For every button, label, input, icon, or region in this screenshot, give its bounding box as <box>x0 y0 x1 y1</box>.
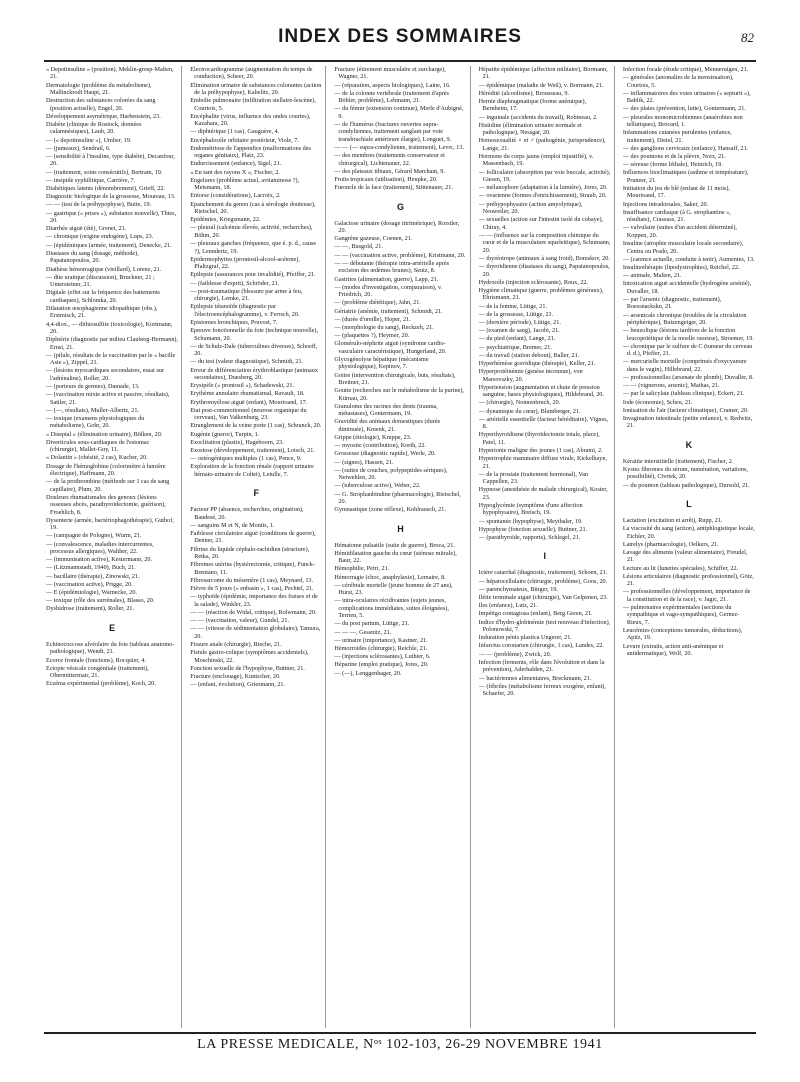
index-entry: Hyperprotéinémie (genèse inconnue), von Marsovszky, 20. <box>478 368 583 383</box>
section-letter: H <box>397 523 404 534</box>
index-entry: Etat post-commotionnel (neurose organique du cerveau), Van Valkenburg, 23. <box>190 406 307 422</box>
index-entry: Diverticules sous-cardiaques de l'estomac (chirurgie), Mallet-Guy, 11. <box>46 438 150 454</box>
index-entry: Hypertension (augmentation et chute de pression sanguine, bases physiologiques), Hildebrand, 20. <box>478 383 604 399</box>
index-entry: Ectopie vésicale congénitale (traitement), Obermittermair, 21. <box>46 664 149 680</box>
index-entry: — de la prostate (traitement hormonal), Van Cappellen, 23. <box>478 470 588 486</box>
index-entry: Hémorroïdes (chirurgie), Reichle, 21. <box>334 645 428 653</box>
index-entry: — de Schulz-Dale (tuberculines diverses), Schoeff, 20. <box>190 342 318 358</box>
index-entry: — — (vignerons, arsenic), Mathas, 21. <box>622 382 720 390</box>
index-entry: Faiblesse circulatoire aiguë (conditions de guerre), Denner, 21. <box>190 530 316 545</box>
index-entry: Infarctus coronarien (chirurgie, 1 cas), Landes, 22. <box>478 642 604 650</box>
index-entry: « En tant des rayons X », Fischer, 2. <box>190 168 280 176</box>
index-entry: — myosite (contribution), Korth, 22. <box>334 442 427 450</box>
index-entry: — (problème diététique), Jahn, 21. <box>334 299 421 307</box>
index-entry: Endométriose de l'appendice (malformations des organes génitaux), Platz, 23. <box>190 144 311 160</box>
index-entry: — par le salicylate (tableau clinique), Eckert, 21. <box>622 390 745 398</box>
index-entry: Epreuve fonctionnelle du foie (technique nouvelle), Schumann, 20. <box>190 327 319 342</box>
index-entry: Erreur de différenciation érythroblastique (animaux secondaires), Duesberg, 20. <box>190 366 318 381</box>
index-entry: Insuffisance cardiaque (à G. strophantine », résultats), Crassuss, 21. <box>622 208 731 224</box>
index-entry: — psychiatrique, Bremer, 21. <box>478 343 552 351</box>
index-entry: — cérébrale mortelle (jeune homme de 27 ans), Hurst, 23. <box>334 581 453 597</box>
index-entry: — du fémur (extension continue), Merle d'Aubigné, 9. <box>334 105 464 120</box>
index-entry: Hyperhémèse gravidique (thérapie), Keller, 21. <box>478 359 596 367</box>
index-entry: Erysipèle (« prontosil »), Schadewski, 21. <box>190 382 294 390</box>
index-entry: Lactation (excitation et arrêt), Rupp, 21. <box>622 517 723 525</box>
index-entry: — professionnelles (développement, importance de la constitution et de la race), v. Jagic, 21. <box>622 588 751 603</box>
index-entry: — —, Busgold, 21. <box>334 243 383 251</box>
index-entry: Echinococcose alvéolaire du foie (tableau anatomo-pathologique), Wendt, 21. <box>46 640 175 656</box>
page-number: 82 <box>741 30 754 45</box>
index-entry: Epanchement du genou (cas à sérologie douteuse), Rietschel, 20. <box>190 200 316 216</box>
index-entry: Hygiène climatique (guerre, problèmes généraux), Ehrismann, 21. <box>478 286 604 302</box>
index-entry: — (traitement, soins consécutifs), Bertram, 19. <box>46 168 163 176</box>
index-entry: Hémorragie (choc, anaphylaxie), Lemaire, 8. <box>334 573 446 581</box>
index-entry: — gastrique (« prises »), substance nouvelle), Thies, 20. <box>46 209 177 225</box>
index-entry: — (réparation, aspects biologiques), Laine, 16. <box>334 81 451 89</box>
index-entry: — chronique (origine endogène), Lups, 23. <box>46 233 154 241</box>
index-entry: — préhypophysaire (action amyolytique), Neuweiler, 20. <box>478 200 583 216</box>
index-entry: — — (vaccination active, problème), Kristmann, 20. <box>334 251 466 259</box>
index-entry: Hémidilatation gauche du cœur (sténose mitrale), Baur, 22. <box>334 549 457 565</box>
index-entry: — (épidémiques (armée, traitement), Denecke, 21. <box>46 241 172 249</box>
index-entry: Galactose urinaire (dosage titrimétrique), Rorstler, 20. <box>334 219 460 235</box>
index-entry: — des poumons et de la plèvre, Noix, 21. <box>622 153 726 161</box>
index-entry: — (enfant, évolution), Griesmann, 21. <box>190 681 286 689</box>
index-entry: — parenchymateux, Bürger, 19. <box>478 585 558 593</box>
index-entry: Hypophyse (fonction sexuelle), Buttner, 21. <box>478 525 588 533</box>
index-entry: Iles (enfance), Lutz, 21. <box>478 602 538 610</box>
index-entry: — arsenicale chronique (troubles de la circulation périphérique), Butzengeiger, 20. <box>622 311 747 326</box>
index-entry: — mercurielle mortelle (comprimés d'oxycyanure dans le vagin), Hillebrand, 22. <box>622 358 747 373</box>
index-entry: Digitale (effet sur la fréquence des battements cardiaques), Schlomka, 20. <box>46 289 160 304</box>
index-entry: — (campagne de Pologne), Wurm, 21. <box>46 532 142 540</box>
index-entry: — diphtérique (1 cas), Gauguère, 4. <box>190 128 280 136</box>
index-entry: Ictère catarrhal (diagnostic, traitement), Schoen, 21. <box>478 569 608 577</box>
index-entry: Diabète (clinique de Rostock, données calamnésiques), Laub, 20. <box>46 121 142 136</box>
index-entry: Kystes fibromes du sérum, numération, variations, possibilité), Ctvrtek, 20. <box>622 466 748 481</box>
index-entry: — du pied (enfant), Lange, 21. <box>478 335 556 343</box>
index-entry: Hormone du corps jaune (emploi injustifié), v. Massenbach, 19. <box>478 153 594 168</box>
index-entry: Ecorce frontale (fonctions), Rocquier, 4. <box>46 656 146 664</box>
index-entry: — (tuberculose active), Weber, 22. <box>334 482 421 490</box>
index-entry: — (carence actuelle, conduite à tenir), Aumentes, 13. <box>622 255 755 263</box>
index-entry: Invagination intestinale (petite enfance), v. Redwitz, 21. <box>622 414 753 430</box>
index-entry: Fibrosarcome du mésentère (1 cas), Meynard, 13. <box>190 576 314 584</box>
index-entry: Développement asymétrique, Harbenstein, 23. <box>46 112 161 120</box>
index-entry: — animale, Malten, 21. <box>622 272 682 280</box>
index-entry: Dysenterie (armée, bactériophagothérapie), Guthof, 19. <box>46 516 174 532</box>
index-entry: — spontanée (hypophyse), Meythaler, 19. <box>478 517 583 525</box>
index-entry: Furoncle de la face (traitement), Stittenauer, 21. <box>334 184 453 192</box>
index-entry: Leucémies (conceptions tumorales, déductions), Apitz, 19. <box>622 627 743 642</box>
index-entry: Fracture (étirement musculaire et surcharge), Wagner, 21. <box>334 66 446 81</box>
index-entry: « Diseptal » (élimination urinaire), Bölken, 20. <box>46 430 163 438</box>
index-entry: Eczéma expérimental (problème), Koch, 20. <box>46 680 156 688</box>
index-entry: — (durée d'oreille), Hoper, 21. <box>334 315 411 323</box>
index-entry: Gymnastique (zone réflexe), Kohlrausch, 21. <box>334 506 446 514</box>
index-entry: Gangrène gazeuse, Coenen, 21. <box>334 235 413 243</box>
index-entry: Glomérulo-néphrite aiguë (syndrome cardio-vasculaire caractéristique), Hungerland, 20. <box>334 340 447 355</box>
index-entry: Diphtérie (diagnostic par milieu Clauberg-Hermann), Ernst, 21. <box>46 336 179 351</box>
index-entry: — chronique par le sulfure de C (tumeur du cerveau d. d.), Pfeffer, 21. <box>622 342 753 358</box>
index-entry: Epidermophyties (prontosil-alcool-acétone), Pfaltzgraf, 22. <box>190 255 300 271</box>
index-entry: — E (épidémiologie), Warnecke, 20. <box>46 589 137 597</box>
index-entry: Douleurs rhumatismales des genoux (lésions osseuses abcès, parathyroïdectomie, guérison), Froehlich, 8. <box>46 493 166 516</box>
index-entry: Erythème annulaire rhumatismal, Ravault, 18. <box>190 390 305 398</box>
index-entry: Lecture au lit (lunettes spéciales), Schiffer, 22. <box>622 564 739 572</box>
index-entry: — (examen de sang), Jacobi, 21. <box>478 327 560 335</box>
index-entry: — (vaccination active), Prigge, 20. <box>46 580 133 588</box>
index-column-4 <box>479 66 615 1028</box>
index-entry: Influences bioclimatiques (asthme et température), Pruneer, 21. <box>622 169 749 184</box>
index-entry: — insipide syphilitique, Carrière, 7. <box>46 176 136 184</box>
index-entry: Indice d'hydro-globinémie (test nouveau d'infection), Polonowski, 7. <box>478 618 611 634</box>
index-entry: — inflammatoires des voies urinaires (« septurit »), Bablik, 22. <box>622 89 751 105</box>
section-letter: L <box>686 499 692 510</box>
index-entry: — du post partum, Lüttge, 21. <box>334 620 410 628</box>
index-entry: — des plateaux tibiaux, Gérard Marchant, 9. <box>334 167 445 175</box>
index-entry: — de la femme, Lüttge, 21. <box>478 302 547 310</box>
index-entry: Latrelys (pharmacologie), Oelkers, 21. <box>622 540 719 548</box>
index-column-1 <box>46 66 182 1028</box>
index-entry: — (« depotinsuline »), Umber, 19. <box>46 136 132 144</box>
index-entry: Epistomes bronchiques, Pruvost, 7. <box>190 318 278 326</box>
index-entry: — intra-oculaires récidivantes (sujets jeunes, complications immédiates, suites éloignées), Terrien, 5. <box>334 597 449 620</box>
index-entry: Embolie pulmonaire (infiltration stellaire-lescène), Courtois, 5. <box>190 97 316 112</box>
index-entry: — — —, Gessnitz, 21. <box>334 628 392 636</box>
index-entry: — (injections sclérosantes), Luthier, 6. <box>334 653 431 661</box>
index-entry: Exoclitation (plastie), Hageboorn, 23. <box>190 438 284 446</box>
index-entry: Fibrine du liquide céphalo-rachidien (structure), Retka, 20. <box>190 545 310 561</box>
index-entry: — — (vaccination, valeur), Gundel, 21. <box>190 617 290 625</box>
index-entry: Hyperthyroïdisme (thyroïdectomie totale, place), Patel, 11. <box>478 431 600 446</box>
index-entry: Hémophilie, Petri, 21. <box>334 565 390 573</box>
index-entry: — (sensibilité à l'insuline, type diabète), Decanfour, 20. <box>46 153 175 168</box>
index-entry: Hernie diaphragmatique (forme anémique), Bernheim, 17. <box>478 98 587 113</box>
index-entry: — épidémique (maladie de Weil), v. Bormann, 21. <box>478 81 604 89</box>
index-entry: — dynamique du cœur), Blumberger, 21. <box>478 407 581 415</box>
index-entry: Goitre (intervention chirurgicale, buts, résultats), Breitner, 21. <box>334 371 456 386</box>
index-entry: Fracture (enclouage), Kuntscher, 20. <box>190 672 281 680</box>
index-entry: Impétigo contagiosa (enfant), Berg Green, 21. <box>478 610 593 618</box>
index-entry: Histidine (élimination urinaire normale et pathologique), Nessgar, 20. <box>478 121 582 137</box>
index-entry: — séreuse (forme léthale), Heinrich, 19. <box>622 161 723 169</box>
index-entry: Destruction des substances colorées du sang (position actuelle), Engel, 20. <box>46 97 156 112</box>
index-entry: — — (réaction de Widal, critique), Rolwmann, 20. <box>190 608 317 616</box>
index-entry: — du poumon (tableau pathologique), Dursold, 21. <box>622 481 750 489</box>
index-entry: Dermatologie (problème du métabolisme), Mallinckrodt Haupt, 21. <box>46 81 152 97</box>
index-entry: Engelures (problème actuel, avitaminose ?), Metsmann, 18. <box>190 176 300 192</box>
index-entry: Diarrhée aiguë (été), Grenet, 21. <box>46 225 127 233</box>
index-entry: Exploration de la fonction rénale (rapport urinaire hémato-urinaire de Coltet), Letulle, 7. <box>190 463 314 478</box>
index-entry: Hypertonie maligne des jeunes (1 cas), Abrami, 2. <box>478 447 603 454</box>
index-entry: — (signes), Hassen, 21. <box>334 458 394 466</box>
index-entry: — (chirurgie), Nonnenbruch, 20. <box>478 399 561 407</box>
page-footer <box>44 1032 756 1056</box>
index-entry: Kératite interstitielle (traitement), Fischer, 2. <box>622 457 734 465</box>
index-entry: Fistule gastro-colique (symptômes accidentels), Moschinski, 22. <box>190 649 309 664</box>
index-entry: — — (vitesse de sédimentation globulaire), Tamura, 20. <box>190 625 321 640</box>
index-entry: — (pilule, résultats de la vaccination par le « bacille Asie »), Zippel, 21. <box>46 351 176 367</box>
index-entry: Fonction sexuelle de l'hypophyse, Buttner, 21. <box>190 664 305 672</box>
index-entry: — toxique (examens physiologiques du métabolisme), Gohr, 20. <box>46 414 145 430</box>
index-entry: Hydrocèle (injection sclérosante), Roux, 22. <box>478 278 589 286</box>
index-entry: Glycogénolyse hépatique (mécanisme physiologique), Kepinov, 7. <box>334 355 429 371</box>
index-entry: — de l'humérus (fractures ouvertes supra-condyliennes, traitement sanglant par voie transbrachiale antérieure élargie), Longuet, 9. <box>334 121 452 143</box>
index-entry: — artérielle essentielle (facteur héréditaire), Vignes, 8. <box>478 415 609 431</box>
index-entry: Insulinothérapie (lipodystrophies), Reichel, 22. <box>622 263 740 271</box>
index-entry: Gravidité des animaux domestiques (durée diminuée), Kmenk, 21. <box>334 418 441 433</box>
index-entry: Exostose (développement, traitement), Lotsch, 21. <box>190 447 315 454</box>
index-entry: — (porteurs de germes), Damade, 13. <box>46 382 140 390</box>
index-entry: — de la prothrombine (méthode sur 1 cas de sang capillaire), Plum, 20. <box>46 478 170 493</box>
index-entry: — G. Strophanbindine (pharmacologie), Rietschel, 20. <box>334 490 461 506</box>
index-entry: — du test (valeur diagnostique), Schmidt, 21. <box>190 358 304 366</box>
index-entry: — (vaccination mixte active et passive, résultats), Sattler, 21. <box>46 391 170 406</box>
index-entry: — sanguins M et N, de Montis, 1. <box>190 521 275 529</box>
index-entry: — pulmonaires expérimentales (sections du sympathique et vago-sympathiques), Gernez-Rieux, 7. <box>622 604 740 626</box>
index-entry: Ionisation de l'air (facteur climatique), Cramer, 20. <box>622 406 749 414</box>
index-entry: Héparine (emploi pratique), Jores, 20. <box>334 661 429 669</box>
section-letter: K <box>685 439 693 450</box>
index-entry: — (dernière période), Lüttge, 21. <box>478 318 561 326</box>
index-entry: — par l'arsenic (diagnostic, traitement), Roessnackskn, 21. <box>622 295 722 311</box>
index-entry: Fruits tropicaux (utilisation), Heupke, 20. <box>334 176 438 184</box>
index-entry: — urinaire (importance), Kastner, 21. <box>334 636 428 644</box>
index-entry: — (morphologie du sang), Reckzeh, 21. <box>334 323 434 331</box>
index-entry: — (—, résultats), Muller-Albertz, 21. <box>46 406 140 414</box>
index-entry: Epidémies, Kriegsmann, 22. <box>190 216 261 224</box>
index-entry: Injections intradorsales, Saker, 20. <box>622 200 709 208</box>
index-entry: Entorse (considérations), Lacroix, 2. <box>190 192 281 200</box>
section-letter: I <box>543 551 546 562</box>
index-entry: — hépatocellulaire (chirurgie, problème), Goos, 20. <box>478 577 608 585</box>
index-entry: — inguinale (accidents du travail), Robineau, 2. <box>478 113 598 121</box>
index-entry: — benzolique (lésions tardives de la fonction leucopoïétique de la moelle osseuse), Stroemer, 19. <box>622 327 754 342</box>
index-entry: Etranglement de la veine porte (1 cas), Schranck, 20. <box>190 422 322 430</box>
index-entry: Intoxication aiguë accidentelle (hydrogène arsénié), Duvaller, 18. <box>622 280 752 295</box>
index-entry: Dyshidrose (traitement), Roller, 21. <box>46 605 135 613</box>
index-entry: Encéphalite (virus, influence des ondes courtes), Kazahara, 20. <box>190 112 311 128</box>
index-entry: — des plaies (prévention, lutte), Gontermann, 21. <box>622 105 746 113</box>
index-entry: — des membres (traitements conservateur et chirurgical), Lichtenauer, 22. <box>334 152 445 167</box>
index-entry: — bacillaire (thérapie), Zinowski, 21. <box>46 572 140 580</box>
index-entry: — folliculaire (absorption par voie buccale, activité), Giesen, 19. <box>478 168 611 184</box>
index-entry: — (fébriles (métabolisme ferreux exogène, enfant), Schaefer, 20. <box>478 682 606 698</box>
index-entry: — (immunisation active), Kestermann, 20. <box>46 556 153 564</box>
index-entry: Hématome pulsatile (suite de guerre), Broca, 21. <box>334 541 455 549</box>
index-entry: — thyroïdienne (diastases du sang), Papatanopoulos, 20. <box>478 263 610 278</box>
index-entry: Infection (ferments, rôle dans l'évolution et dans la prévention), Aderhalden, 21. <box>478 658 605 674</box>
index-entry: Lésions articulaires (diagnostic professionnel), Götz, 21. <box>622 572 754 588</box>
index-entry: Infammations cutanées purulentes (enfance, traitement), Dietel, 21. <box>622 129 732 144</box>
index-entry: — bactériennes alimentaires, Breckmann, 21. <box>478 674 592 682</box>
index-entry: — ostéogéniques multiples (1 cas), Pence, 9. <box>190 455 302 463</box>
page-header <box>44 22 756 60</box>
index-entry: Diastases du sang (dosage, méthode), Papatanopoulos, 20. <box>46 249 139 265</box>
index-entry: Diabétiques latents (dénombrement), Grieff, 22. <box>46 185 165 193</box>
index-entry: — (faiblesse d'esprit), Schröder, 21. <box>190 279 280 287</box>
index-entry: Dosage de l'hémoglobine (colorimètre à lumière électrique), Haffmann, 20. <box>46 462 166 478</box>
index-entry: Iléite terminale aiguë (chirurgie), Van Gelpenen, 23. <box>478 594 608 602</box>
index-entry: « Dolantin » (obésité, 2 cas), Kucher, 20. <box>46 454 148 462</box>
index-entry: Dilatation œsophagienne idiopathique (obs.), Erstmisch, 21. <box>46 304 158 320</box>
index-column-3 <box>334 66 470 1028</box>
index-entry: — — (problème), Zwick, 20. <box>478 650 552 658</box>
index-entry: — (—), Lenggenhager, 20. <box>334 669 402 677</box>
section-letter: E <box>109 622 116 633</box>
index-entry: Fibromes utérins (hystérectomie, critique), Funck-Brentano, 11. <box>190 561 315 576</box>
page-title: INDEX DES SOMMAIRES <box>278 26 522 47</box>
index-entry: — (modes d'investigation, comparaison), v. Friedrich, 20. <box>334 283 443 299</box>
index-entry: La viscosité du sang (action), antiphlogistique locale, Eichler, 20. <box>622 525 755 540</box>
header-rule <box>44 60 756 62</box>
index-column-5 <box>623 66 758 1028</box>
index-entry: — ovarienne (formes d'enrichissement), Straub, 20. <box>478 192 607 200</box>
index-entry: Iode (économie), Scheu, 21. <box>622 398 693 406</box>
index-columns <box>46 66 758 1028</box>
index-entry: Encéphalocèle orbitaire postérieur, Viole, 7. <box>190 136 299 144</box>
index-entry: — pleuraux ganches (fréquence, que é. p. d., cause ?), Lenndertz, 19. <box>190 240 317 255</box>
index-entry: Hypertrophie mammaire diffuse virale, Kickelhayn, 21. <box>478 455 608 470</box>
index-entry: — — (influence sur la composition chimique du cœur et de la musculature squelettique), Schumann, 20. <box>478 231 611 254</box>
index-entry: Epilepsie (assurances pour invalidité), Pfeiffer, 21. <box>190 271 316 279</box>
index-entry: — pleural (calcémie élevée, activité, recherches), Böhm, 20. <box>190 224 313 239</box>
index-column-2 <box>190 66 326 1028</box>
index-entry: Eugénie (guerre), Turpin, 1. <box>190 430 260 438</box>
index-entry: Grossesse (diagnostic rapide), Werle, 20. <box>334 450 436 458</box>
index-entry: — (suites de couches, polypeptides sériques), Netwehlen, 20. <box>334 466 448 482</box>
index-entry: Induration pénis plastica Ungerer, 21. <box>478 634 572 642</box>
index-entry: Hérédité (alcoolisme), Brousseau, 9. <box>478 89 569 97</box>
index-entry: — mélanophore (adaptation à la lumière), Jores, 20. <box>478 184 608 192</box>
index-entry: — (plaquettes ?), Heymer, 20. <box>334 332 410 340</box>
index-entry: — — (test de la préhypophyse), Butte, 19. <box>46 201 152 209</box>
index-entry: — valvulaire (suites d'un accident déterminé), Koppen, 20. <box>622 224 737 239</box>
index-entry: — pleurales monomicrobiennes (anaérobies non telluriques), Brocard, 1. <box>622 113 743 129</box>
index-entry: — (convalescence, maladies intercurrentes, processus allergiques), Walther, 22. <box>46 540 154 556</box>
index-entry: — générales (anomalies de la menstruation), Courtois, 5. <box>622 74 734 89</box>
index-entry: Fissure anale (chirurgie), Rieche, 21. <box>190 640 282 648</box>
index-entry: Initiation du jeu de blé (enfant de 11 mois), Mourioand, 17. <box>622 185 730 200</box>
index-entry: Infection focale (étude critique), Menneruigen, 21. <box>622 66 749 73</box>
index-entry: Granulome des racines des dents (trauma, métastases), Gontermann, 19. <box>334 402 438 418</box>
index-entry: — thyréotrope (animaux à sang froid), Bomskov, 20. <box>478 254 610 262</box>
index-entry: Diagnostic biologique de la grossesse, Moureau, 13. <box>46 193 176 201</box>
index-entry: Gériatrie (anémie, traitement), Schmidt, 21. <box>334 307 443 315</box>
section-letter: F <box>253 488 260 499</box>
index-entry: — sexuelles (action sur l'intestin isolé du cobaye), Chiray, 4. <box>478 216 604 231</box>
index-entry: — — débutante (thérapie intra-artérielle après excision des œdèmes brunes), Seutz, 8. <box>334 259 449 275</box>
index-entry: — de la grossesse, Lüttge, 21. <box>478 310 554 318</box>
index-entry: — de la colonne vertébrale (traitement d'après Böhler, problème), Lehmann, 21. <box>334 89 449 105</box>
index-entry: — toxique (rôle des surrénales), Blasso, 20. <box>46 597 155 605</box>
index-entry: Lavage des aliments (valeur alimentaire), Freudel, 21. <box>622 549 748 564</box>
index-entry: Elimination urinaire de substances colorantes (action de la préhypophyse), Kabelitz, 20. <box>190 81 322 97</box>
index-entry: — typhoïde (épidémie, importance des fraises et de la salade), Winkler, 23. <box>190 593 318 608</box>
index-entry: Insuline (atrophie musculaire locale secondaire), Centra ou Prado, 20. <box>622 240 744 255</box>
index-entry: — des ganglions cervicaux (enfance), Hansaff, 21. <box>622 144 749 152</box>
index-entry: Homosexualité ♀ et ♂ (pathogénie, jurisprudence), Lange, 21. <box>478 137 606 152</box>
index-entry: Facteur PP (absence, recherches, origination), Baudesé, 20. <box>190 506 304 521</box>
index-entry: — (Litzmannstadt, 1940), Buch, 21. <box>46 564 136 572</box>
index-entry: Fièvre de 5 jours (« enbasin », 1 cas), Pechtel, 21. <box>190 585 314 593</box>
index-entry: Levure (extraits, action anti-anémique et antidermatique), Wolf, 20. <box>622 642 724 658</box>
index-entry: — — (— supra-condylienne, traitement), Levrc, 13. <box>334 144 464 152</box>
index-entry: Endurcissement (enfance), Sigel, 21. <box>190 160 282 168</box>
index-entry: Hypnose (anesthésie de malade chirurgical), Koster, 23. <box>478 486 608 501</box>
index-entry: Erythromyélose aiguë (enfant), Mourioand, 17. <box>190 398 308 406</box>
index-entry: — post-traumatique (blessure par arme à feu, chirurgie), Lemke, 21. <box>190 287 303 303</box>
index-entry: — (lésions myocardiques secondaires, essai sur l'adrénaline), Roller, 20. <box>46 367 164 382</box>
index-entry: Gastrites (alimentation, guerre), Lapp, 21. <box>334 275 439 283</box>
section-letter: G <box>397 201 405 212</box>
index-entry: Diathèse hémorragique (vieillard), Lorenz, 21. <box>46 265 162 273</box>
index-entry: — (jumeaux), Sendrail, 6. <box>46 144 111 152</box>
index-entry: 4,4-diox., — dithiosulfite (toxicologie), Kortmann, 20. <box>46 320 173 335</box>
index-entry: Epilepsie tétanoïde (diagnostic par l'électroencéphalogramme), v. Ferrsch, 20. <box>190 303 300 318</box>
index-entry: — professionnelles (arsenate de plomb), Duvaller, 8. <box>622 373 754 381</box>
index-entry: Goutte (recherches sur le métabolisme de la purine), Kürnau, 20. <box>334 387 464 402</box>
index-entry: Hépatite épidémique (affection militaire), Bormann, 21. <box>478 66 608 81</box>
index-entry: Grippe (étiologie), Kruppe, 23. <box>334 433 412 441</box>
index-entry: — (parathyroïde, rapports), Schlegel, 21. <box>478 534 581 542</box>
index-entry: — du travail (station debout), Baller, 21. <box>478 351 580 359</box>
index-entry: — dite uratique (discussion), Bruckner, 21 ; Untersteiner, 21. <box>46 273 155 289</box>
index-entry: Electrocardiogramme (augmentation du temps de conduction), Scheer, 20. <box>190 66 313 81</box>
footer-text: LA PRESSE MEDICALE, Nᵒˢ 102-103, 26-29 NOVEMBRE 1941 <box>197 1037 603 1052</box>
index-entry: Hypoglycémie (symptôme d'une affection hypophysaire), Breisch, 19. <box>478 502 583 517</box>
index-entry: « Depotinsuline » (position), Meklin-grosp-Malten, 21. <box>46 66 174 81</box>
